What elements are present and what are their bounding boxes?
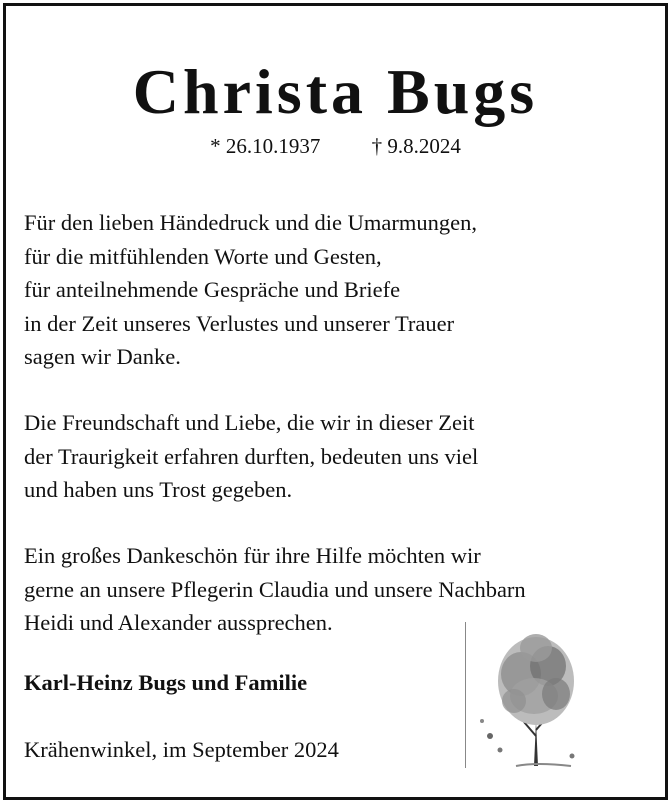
- signature: Karl-Heinz Bugs und Familie: [24, 670, 308, 695]
- text-line: Heidi und Alexander aussprechen.: [24, 610, 333, 635]
- life-dates: [6, 134, 665, 159]
- text-line: und haben uns Trost gegeben.: [24, 477, 293, 502]
- thanks-paragraph-3: [24, 539, 664, 640]
- obituary-card: [3, 3, 668, 800]
- tree-icon: [476, 626, 596, 771]
- thanks-paragraph-1: [24, 206, 664, 374]
- place-date: Krähenwinkel, im September 2024: [24, 737, 339, 762]
- deceased-name: Christa Bugs: [132, 56, 539, 127]
- text-line: für die mitfühlenden Worte und Gesten,: [24, 243, 382, 269]
- text-line: für anteilnehmende Gespräche und Briefe: [24, 277, 401, 302]
- text-line: in der Zeit unseres Verlustes und unserer Trauer: [24, 310, 455, 336]
- text-line: Für den lieben Händedruck und die Umarmungen,: [24, 210, 477, 235]
- text-line: sagen wir Danke.: [24, 344, 181, 369]
- birth-date: * 26.10.1937: [210, 134, 321, 158]
- text-line: der Traurigkeit erfahren durften, bedeuten uns viel: [24, 443, 479, 469]
- text-line: Ein großes Dankeschön für ihre Hilfe möchten wir: [24, 543, 481, 568]
- death-date: † 9.8.2024: [371, 134, 461, 158]
- thanks-paragraph-2: [24, 406, 664, 507]
- divider-line: [465, 622, 466, 768]
- text-line: gerne an unsere Pflegerin Claudia und unsere Nachbarn: [24, 576, 526, 602]
- text-line: Die Freundschaft und Liebe, die wir in dieser Zeit: [24, 410, 475, 435]
